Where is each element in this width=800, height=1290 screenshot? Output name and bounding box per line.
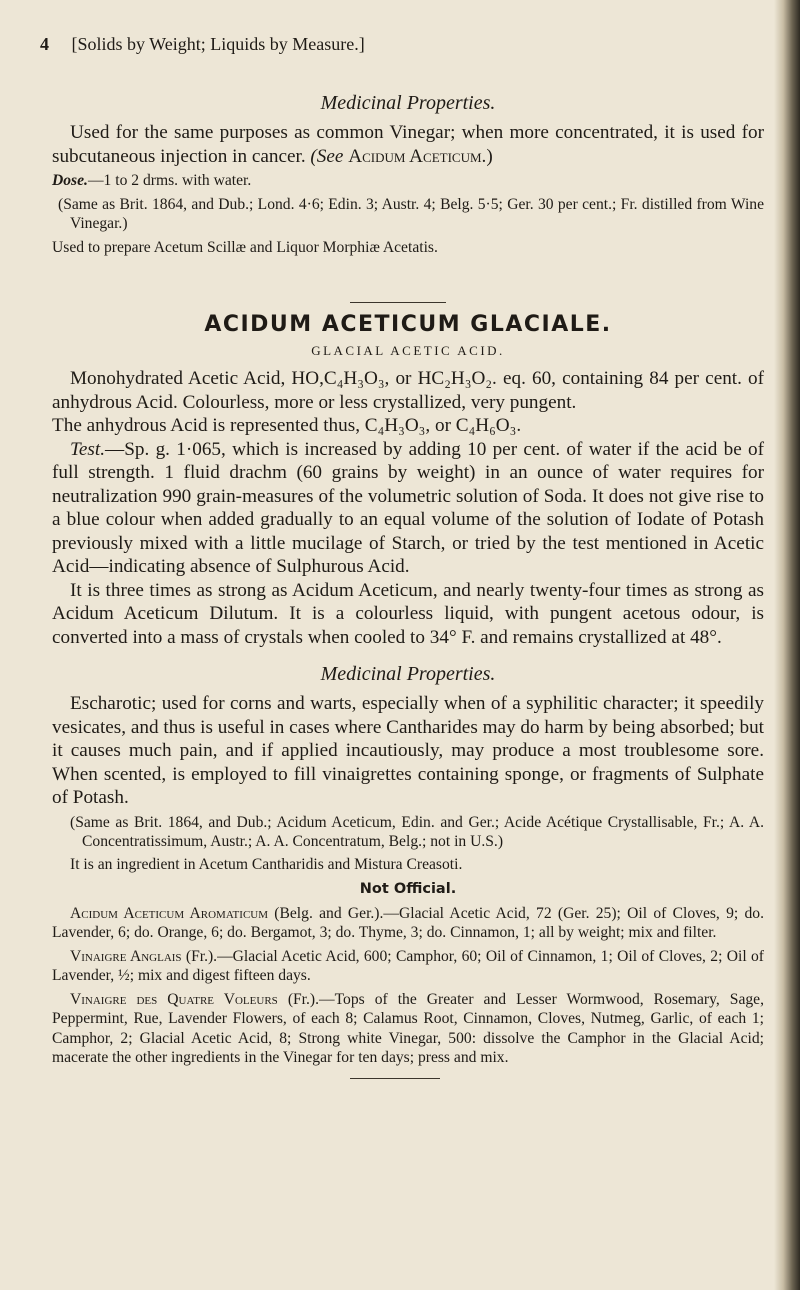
ingredient-note: It is an ingredient in Acetum Cantharidis and Mistura Creasoti. bbox=[70, 855, 463, 873]
section-heading: Medicinal Properties. bbox=[320, 663, 496, 685]
section-heading: Medicinal Properties. bbox=[320, 92, 496, 114]
medicinal-properties-section bbox=[52, 92, 764, 257]
medicinal-paragraph: Escharotic; used for corns and warts, especially when of a syphilitic character; it speedily vesicates, and thus is useful in cases where Cantharides may do harm by being absorbed; but it causes much pain, and if applied incautiously, may produce a most troublesome sore. When scented, is employed to fill vinaigrettes containing sponge, or fragments of Sulphate of Potash. bbox=[52, 693, 764, 808]
page-number: 4 bbox=[40, 34, 49, 54]
paragraph: Used for the same purposes as common Vinegar; when more concentrated, it is used for subcutaneous injection in cancer. (See Acidum Aceticum.) bbox=[52, 122, 764, 167]
divider-rule bbox=[350, 302, 446, 303]
running-header bbox=[40, 34, 760, 55]
description-paragraph: Monohydrated Acetic Acid, HO,C₄H₃O₃, or HC₂H₃O₂. eq. 60, containing 84 per cent. of anhydrous Acid. Colourless, more or less crystallized, very pungent. bbox=[52, 368, 765, 413]
strength-paragraph: It is three times as strong as Acidum Aceticum, and nearly twenty-four times as strong as Acidum Aceticum Dilutum. It is a colourless liquid, with pungent acetous odour, is converted into a mass of crystals when cooled to 34° F. and remains crystallized at 48°. bbox=[52, 579, 764, 648]
monograph-title: ACIDUM ACETICUM GLACIALE. bbox=[204, 312, 612, 337]
preparation-item: Acidum Aceticum Aromaticum (Belg. and Ger.).—Glacial Acetic Acid, 72 (Ger. 25); Oil of Cloves, 9; do. Lavender, 6; do. Orange, 6; do. Bergamot, 3; do. Thyme, 3; do. Cinnamon, 1; all by weight; mix and filter. bbox=[52, 904, 764, 941]
page-edge-shadow bbox=[774, 0, 800, 1290]
dose-line: Dose.—1 to 2 drms. with water. bbox=[52, 172, 252, 189]
pharmacopoeia-note: (Same as Brit. 1864, and Dub.; Lond. 4·6; Edin. 3; Austr. 4; Belg. 5·5; Ger. 30 per cent.; Fr. distilled from Wine Vinegar.) bbox=[58, 195, 764, 232]
glacial-acetic-acid-section bbox=[52, 312, 764, 1068]
preparation-item: Vinaigre des Quatre Voleurs (Fr.).—Tops of the Greater and Lesser Wormwood, Rosemary, Sage, Peppermint, Rue, Lavender Flowers, of each 8; Calamus Root, Cinnamon, Cloves, Nutmeg, Garlic, of each 1; Camphor, 2; Glacial Acetic Acid, 8; Strong white Vinegar, 500: dissolve the Camphor in the Glacial Acid; macerate the other ingredients in the Vinegar for ten days; press and mix. bbox=[52, 990, 765, 1066]
preparation-item: Vinaigre Anglais (Fr.).—Glacial Acetic Acid, 600; Camphor, 60; Oil of Cinnamon, 1; Oil of Cloves, 2; Oil of Lavender, ½; mix and digest fifteen days. bbox=[52, 947, 764, 984]
not-official-heading: Not Official. bbox=[359, 881, 457, 897]
pharmacopoeia-note: (Same as Brit. 1864, and Dub.; Acidum Aceticum, Edin. and Ger.; Acide Acétique Crystallisable, Fr.; A. A. Concentratissimum, Austr.; A. A. Concentratum, Belg.; not in U.S.) bbox=[70, 813, 764, 850]
divider-rule bbox=[350, 1078, 440, 1079]
anhydrous-paragraph: The anhydrous Acid is represented thus, C₄H₃O₃, or C₄H₆O₃. bbox=[52, 415, 522, 436]
monograph-subtitle: GLACIAL ACETIC ACID. bbox=[311, 343, 505, 358]
running-title: [Solids by Weight; Liquids by Measure.] bbox=[71, 34, 365, 54]
usage-note: Used to prepare Acetum Scillæ and Liquor Morphiæ Acetatis. bbox=[52, 238, 438, 256]
test-paragraph: Test.—Sp. g. 1·065, which is increased by adding 10 per cent. of water if the acid be of full strength. 1 fluid drachm (60 grains by weight) in an ounce of water requires for neutralization 990 grain-measures of the volumetric solution of Soda. It does not give rise to a blue colour when added gradually to an equal volume of the solution of Iodate of Potash previously mixed with a little mucilage of Starch, or tried by the test mentioned in Acetic Acid—indicating absence of Sulphurous Acid. bbox=[52, 438, 764, 577]
